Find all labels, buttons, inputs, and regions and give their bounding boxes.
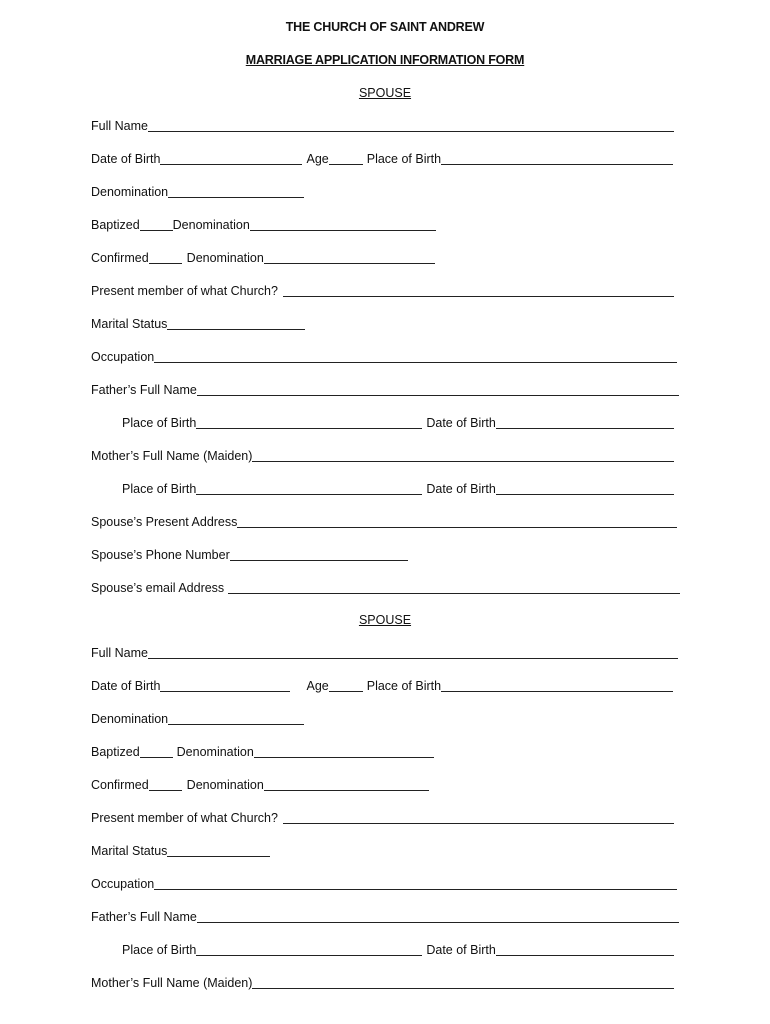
phone-number-label: Spouse’s Phone Number (91, 548, 230, 562)
mother-date-of-birth-label: Date of Birth (426, 482, 496, 496)
email-address-label: Spouse’s email Address (91, 581, 225, 595)
father-date-of-birth-label: Date of Birth (426, 943, 496, 957)
spouse-2-full-name-row (91, 645, 678, 661)
marital-status-label: Marital Status (91, 844, 168, 858)
marital-status-field[interactable] (167, 317, 305, 330)
occupation-label: Occupation (91, 877, 155, 891)
age-field[interactable] (329, 152, 363, 165)
church-title: THE CHURCH OF SAINT ANDREW (285, 20, 485, 34)
confirmed-field[interactable] (149, 778, 182, 791)
baptized-denomination-field[interactable] (250, 218, 436, 231)
denomination-label: Denomination (91, 185, 169, 199)
spouse-2-heading: SPOUSE (358, 613, 412, 627)
confirmed-denomination-field[interactable] (264, 778, 429, 791)
full-name-field[interactable] (148, 646, 678, 659)
date-of-birth-label: Date of Birth (91, 679, 161, 693)
spouse-1-marital-status-row (91, 316, 305, 332)
confirmed-label: Confirmed (91, 251, 149, 265)
father-date-of-birth-field[interactable] (496, 416, 674, 429)
present-address-field[interactable] (237, 515, 677, 528)
spouse-1-phone-row (91, 547, 408, 563)
spouse-2-denomination-row (91, 711, 304, 727)
spouse-1-email-row (91, 580, 680, 596)
mother-date-of-birth-field[interactable] (496, 482, 674, 495)
baptized-denomination-label: Denomination (176, 745, 254, 759)
place-of-birth-field[interactable] (441, 152, 673, 165)
baptized-label: Baptized (91, 745, 140, 759)
mother-place-of-birth-field[interactable] (196, 482, 422, 495)
spouse-1-present-member-row (91, 283, 674, 299)
spouse-1-mother-name-row (91, 448, 674, 464)
spouse-1-occupation-row (91, 349, 677, 365)
spouse-1-address-row (91, 514, 677, 530)
confirmed-denomination-field[interactable] (264, 251, 435, 264)
father-name-label: Father’s Full Name (91, 383, 197, 397)
age-label: Age (306, 679, 329, 693)
mother-place-of-birth-label: Place of Birth (122, 482, 197, 496)
spouse-1-baptized-row (91, 217, 436, 233)
place-of-birth-field[interactable] (441, 679, 673, 692)
full-name-label: Full Name (91, 119, 148, 133)
spouse-1-father-birth-row (122, 415, 674, 431)
father-place-of-birth-field[interactable] (196, 943, 422, 956)
date-of-birth-label: Date of Birth (91, 152, 161, 166)
occupation-field[interactable] (154, 350, 677, 363)
confirmed-denomination-label: Denomination (186, 251, 264, 265)
age-label: Age (306, 152, 329, 166)
spouse-2-marital-status-row (91, 843, 270, 859)
denomination-field[interactable] (168, 712, 304, 725)
spouse-1-denomination-row (91, 184, 304, 200)
mother-name-label: Mother’s Full Name (Maiden) (91, 449, 253, 463)
mother-name-field[interactable] (252, 449, 674, 462)
spouse-1-full-name-row (91, 118, 674, 134)
baptized-field[interactable] (140, 218, 173, 231)
occupation-field[interactable] (154, 877, 677, 890)
father-place-of-birth-field[interactable] (196, 416, 422, 429)
spouse-2-baptized-row (91, 744, 434, 760)
baptized-field[interactable] (140, 745, 173, 758)
spouse-1-heading: SPOUSE (358, 86, 412, 100)
mother-name-label: Mother’s Full Name (Maiden) (91, 976, 253, 990)
age-field[interactable] (329, 679, 363, 692)
baptized-denomination-label: Denomination (172, 218, 250, 232)
email-address-field[interactable] (228, 581, 680, 594)
spouse-2-father-birth-row (122, 942, 674, 958)
father-place-of-birth-label: Place of Birth (122, 416, 197, 430)
father-name-field[interactable] (197, 910, 679, 923)
present-member-label: Present member of what Church? (91, 284, 278, 298)
denomination-label: Denomination (91, 712, 169, 726)
father-date-of-birth-field[interactable] (496, 943, 674, 956)
form-title: MARRIAGE APPLICATION INFORMATION FORM (245, 53, 525, 67)
full-name-label: Full Name (91, 646, 148, 660)
date-of-birth-field[interactable] (160, 679, 290, 692)
mother-name-field[interactable] (252, 976, 674, 989)
father-name-field[interactable] (197, 383, 679, 396)
spouse-2-confirmed-row (91, 777, 429, 793)
present-member-label: Present member of what Church? (91, 811, 278, 825)
present-address-label: Spouse’s Present Address (91, 515, 238, 529)
occupation-label: Occupation (91, 350, 155, 364)
father-place-of-birth-label: Place of Birth (122, 943, 197, 957)
confirmed-field[interactable] (149, 251, 182, 264)
place-of-birth-label: Place of Birth (366, 152, 442, 166)
denomination-field[interactable] (168, 185, 304, 198)
phone-number-field[interactable] (230, 548, 408, 561)
confirmed-denomination-label: Denomination (186, 778, 264, 792)
present-member-field[interactable] (283, 284, 674, 297)
marital-status-label: Marital Status (91, 317, 168, 331)
baptized-denomination-field[interactable] (254, 745, 434, 758)
spouse-2-father-name-row (91, 909, 679, 925)
spouse-2-present-member-row (91, 810, 674, 826)
present-member-field[interactable] (283, 811, 674, 824)
place-of-birth-label: Place of Birth (366, 679, 442, 693)
spouse-1-birth-row (91, 151, 673, 167)
father-name-label: Father’s Full Name (91, 910, 197, 924)
confirmed-label: Confirmed (91, 778, 149, 792)
spouse-1-mother-birth-row (122, 481, 674, 497)
marital-status-field[interactable] (167, 844, 270, 857)
baptized-label: Baptized (91, 218, 140, 232)
date-of-birth-field[interactable] (160, 152, 302, 165)
full-name-field[interactable] (148, 119, 674, 132)
spouse-1-father-name-row (91, 382, 679, 398)
spouse-2-birth-row (91, 678, 673, 694)
father-date-of-birth-label: Date of Birth (426, 416, 496, 430)
spouse-2-occupation-row (91, 876, 677, 892)
spouse-1-confirmed-row (91, 250, 435, 266)
spouse-2-mother-name-row (91, 975, 674, 991)
